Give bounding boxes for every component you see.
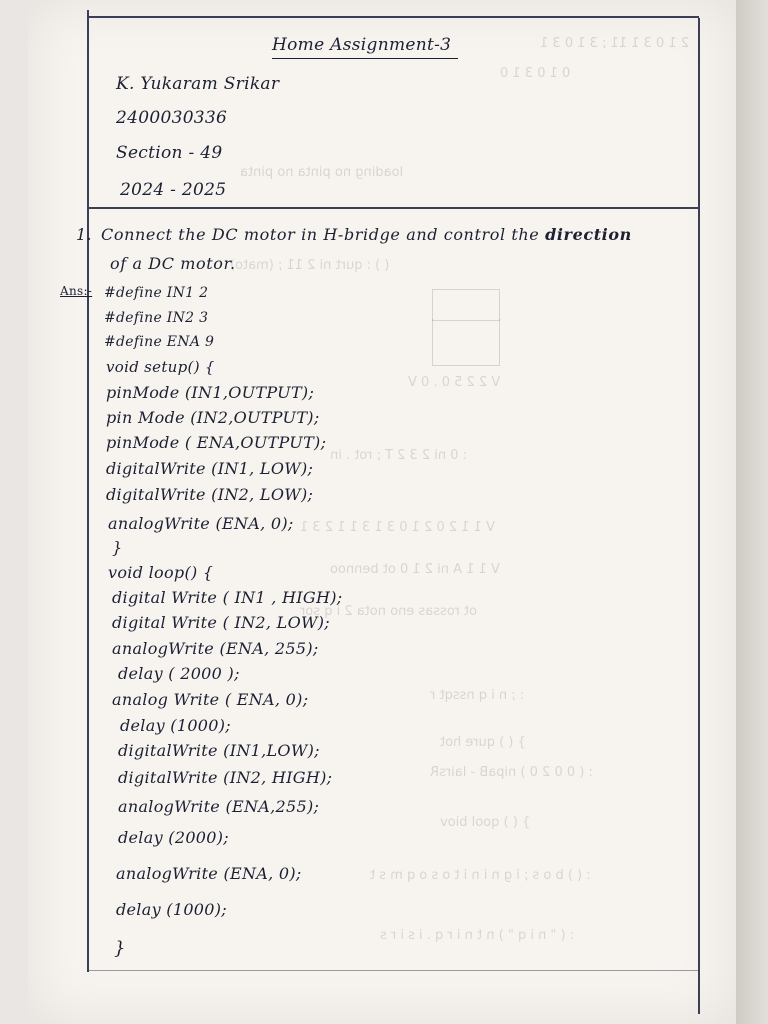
code-line: delay (2000); (118, 828, 229, 847)
bleed-through-text: ( ) : qurt ni 2 11 ; (mato) (230, 258, 390, 273)
bottom-rule (88, 970, 700, 971)
code-line: void loop() { (108, 563, 214, 582)
academic-year: 2024 - 2025 (120, 180, 227, 200)
bleed-through-text: 0 1 0 3 1 0 (500, 66, 571, 81)
question-text-line1 (101, 225, 632, 244)
bleed-through-text: : ; n i q nssqt r (430, 688, 525, 703)
code-line: #define ENA 9 (104, 334, 215, 350)
top-rule (87, 16, 699, 18)
code-line: digital Write ( IN1 , HIGH); (112, 588, 343, 607)
header-divider (87, 207, 699, 209)
code-line: void setup() { (106, 358, 215, 376)
student-name: K. Yukaram Srikar (116, 74, 280, 94)
code-line: analog Write ( ENA, 0); (112, 690, 309, 709)
code-line: digitalWrite (IN2, HIGH); (118, 768, 333, 787)
margin-line (87, 10, 89, 972)
code-line: pinMode (IN1,OUTPUT); (106, 383, 315, 402)
bleed-through-text: V 2 2 5 0 . 0 V (408, 375, 501, 390)
bleed-through-text: loading no pinta no pinta (240, 165, 404, 180)
code-line: digitalWrite (IN1,LOW); (118, 741, 320, 760)
bleed-through-text: : ( " n i q " ) n t n i r q . i s i r s (380, 928, 575, 943)
code-line: delay ( 2000 ); (118, 664, 240, 683)
bleed-through-text: : ( 0 0 2 0 ) nipaB - lairsR (430, 765, 593, 780)
code-line: digitalWrite (IN1, LOW); (106, 459, 314, 478)
question-number: 1. (76, 225, 92, 244)
question-text-line2: of a DC motor. (110, 254, 236, 273)
section: Section - 49 (116, 143, 223, 163)
code-line: pinMode ( ENA,OUTPUT); (106, 433, 327, 452)
code-line: analogWrite (ENA, 255); (112, 639, 319, 658)
bleed-through-diagram (432, 289, 500, 321)
title-underline (272, 58, 458, 59)
code-line: delay (1000); (116, 900, 227, 919)
roll-number: 2400030336 (116, 108, 228, 128)
code-line: } (112, 538, 123, 557)
code-line: #define IN2 3 (104, 310, 209, 326)
answer-label: Ans:- (60, 284, 93, 298)
code-line: analogWrite (ENA,255); (118, 797, 320, 816)
code-line: pin Mode (IN2,OUTPUT); (106, 408, 320, 427)
bleed-through-text: } ( ) qool biov (440, 815, 531, 830)
question-text: Connect the DC motor in H-bridge and control the (101, 225, 540, 244)
bleed-through-text: } ( ) qure hot (440, 735, 526, 750)
bleed-through-diagram (432, 319, 500, 366)
code-line: analogWrite (ENA, 0); (108, 514, 294, 533)
bleed-through-text: 2 1 0 3 1 11 ; 3 1 0 3 1 (540, 36, 690, 51)
code-line: delay (1000); (120, 716, 231, 735)
bleed-through-text: : 0 ni 2 3 2 T ; rot . in (330, 448, 468, 463)
code-line: #define IN1 2 (104, 285, 209, 301)
bleed-through-text: : ( ) b o s ; i g n i n i t o s o q m s t (370, 868, 591, 883)
bleed-through-text: ot rossas eno nota 2 i q sor (300, 604, 477, 619)
code-line: digitalWrite (IN2, LOW); (106, 485, 314, 504)
code-line: } (114, 938, 126, 959)
assignment-title: Home Assignment-3 (272, 35, 452, 55)
bleed-through-text: V 1 1 2 0 2 1 0 3 1 3 1 1 2 3 1 (300, 520, 495, 535)
code-line: analogWrite (ENA, 0); (116, 864, 302, 883)
right-border-line (698, 18, 700, 1014)
bleed-through-text: V 1 1 A ni 2 1 0 ot bennoo (330, 562, 500, 577)
question-emphasis: direction (545, 225, 632, 244)
code-line: digital Write ( IN2, LOW); (112, 613, 330, 632)
page-edge (736, 0, 768, 1024)
